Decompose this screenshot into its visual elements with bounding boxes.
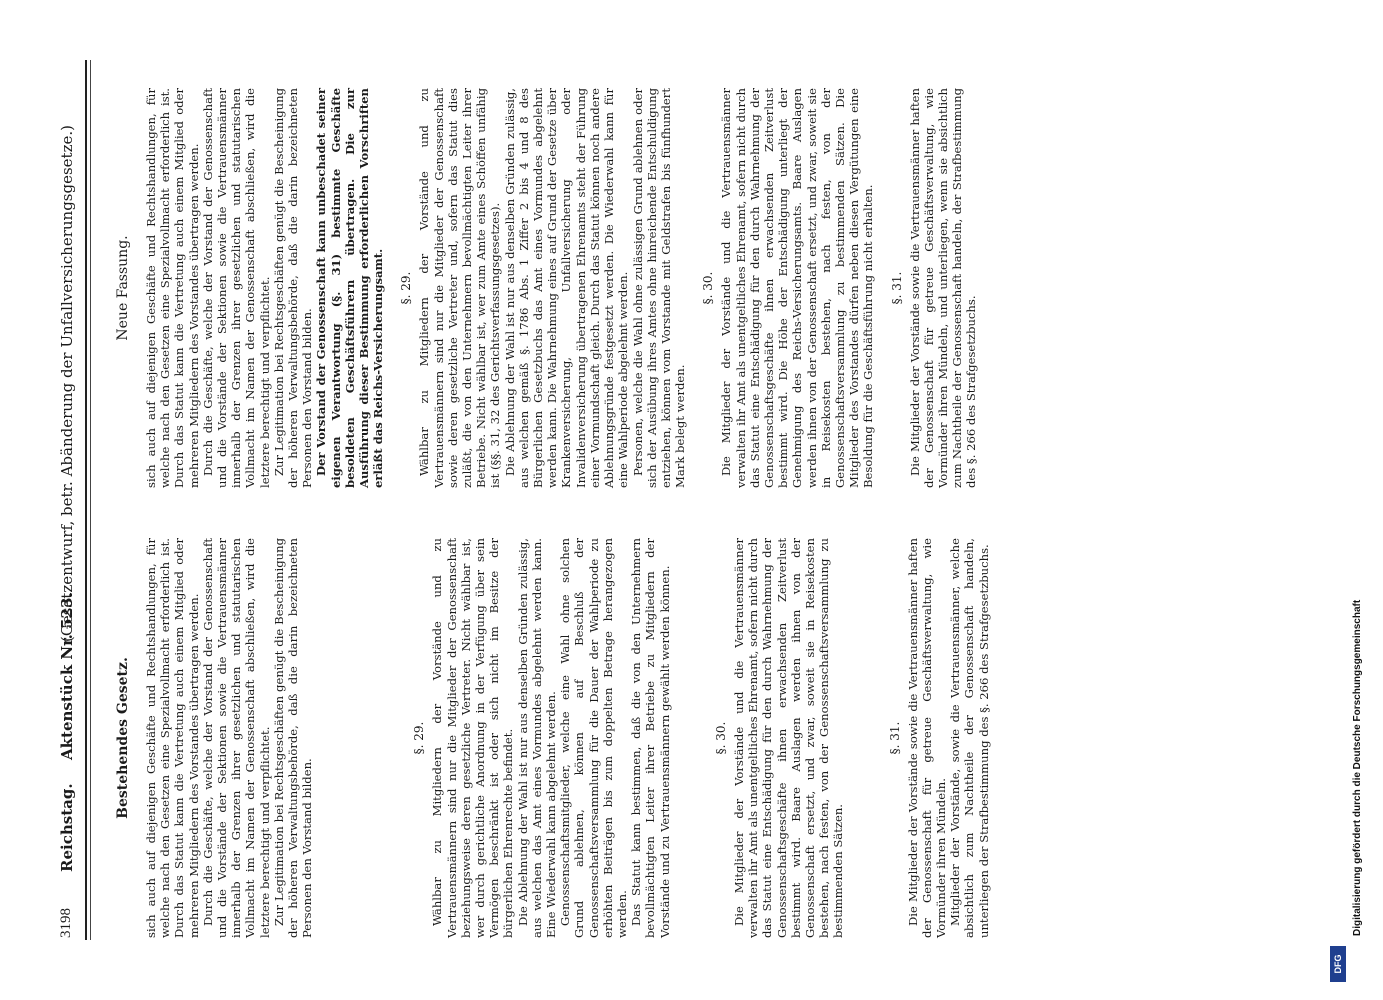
header-rule-thin — [90, 60, 91, 940]
column-heading: Neue Fassung. — [115, 235, 131, 341]
section-heading: §. 29. — [399, 271, 414, 305]
section-heading: §. 30. — [701, 271, 716, 305]
header-rule — [85, 60, 87, 940]
paragraph: Wählbar zu Mitgliedern der Vorstände und zu Vertrauensmännern sind nur die Mitglieder der Genossenschaft sowie deren gesetzliche Vertreter und, sofern das Statut dies zuläßt, die von den Unternehmern bevollmächtigten Leiter ihrer Betriebe. Nicht wählbar ist, wer zum Amte eines Schöffen unfähig ist (§§. 31, 32 des Gerichtsverfassungsgesetzes). — [417, 88, 503, 488]
paragraph: Genossenschaftsmitglieder, welche eine Wahl ohne solchen Grund ablehnen, können auf Beschluß der Genossenschaftsversammlung für die Dauer der Wahlperiode zu erhöhten Beiträgen bis zum doppelten Betrage herangezogen werden. — [558, 538, 630, 938]
paragraph: Die Mitglieder der Vorstände und die Vertrauensmänner verwalten ihr Amt als unentgeltliches Ehrenamt, sofern nicht durch das Statut eine Entschädigung für den durch Wahrnehmung der Genossenschaftsgeschäfte ihnen erwachsenden Zeitverlust bestimmt wird. Baare Auslagen werden ihnen von der Genossenschaft ersetzt, und zwar, soweit sie in Reisekosten bestehen, nach festen, von der Genossenschaftsversammlung zu bestimmenden Sätzen. — [731, 538, 846, 938]
dfg-logo: DFG — [1330, 946, 1346, 982]
digitization-credit: Digitalisierung gefördert durch die Deutsche Forschungsgemeinschaft — [1352, 599, 1363, 936]
section-heading: §. 30. — [713, 721, 728, 755]
paragraph: Durch die Geschäfte, welche der Vorstand der Genossenschaft und die Vorstände der Sektionen sowie die Vertrauensmänner innerhalb der Grenzen ihrer gesetzlichen und statutarischen Vollmacht im Namen der Genossenschaft abschließen, wird die letztere berechtigt und verpflichtet. — [200, 88, 272, 488]
column-new-version — [106, 88, 979, 488]
paragraph: Die Mitglieder der Vorstände sowie die Vertrauensmänner haften der Genossenschaft für getreue Geschäftsverwaltung, wie Vormünder ihren Mündeln, und unterliegen, wenn sie absichtlich zum Nachtheile der Genossenschaft handeln, der Strafbestimmung des §. 266 des Strafgesetzbuchs. — [907, 88, 979, 488]
paragraph: Durch die Geschäfte, welche der Vorstand der Genossenschaft und die Vorstände der Sektionen sowie die Vertrauensmänner innerhalb der Grenzen ihrer gesetzlichen und statutarischen Vollmacht im Namen der Genossenschaft abschließen, wird die letztere berechtigt und verpflichtet. — [200, 538, 272, 938]
paragraph: Die Mitglieder der Vorstände und die Vertrauensmänner verwalten ihr Amt als unentgeltliches Ehrenamt, sofern nicht durch das Statut eine Entschädigung für den durch Wahrnehmung der Genossenschaftsgeschäfte ihnen erwachsenden Zeitverlust bestimmt wird. Die Höhe der Entschädigung unterliegt der Genehmigung des Reichs-Versicherungsamts. Baare Auslagen werden ihnen von der Genossenschaft ersetzt, und zwar, soweit sie in Reisekosten bestehen, nach festen, von der Genossenschaftsversammlung zu bestimmenden Sätzen. Die Mitglieder des Vorstandes dürfen neben diesen Vergütungen eine Besoldung für die Geschäftsführung nicht erhalten. — [719, 88, 876, 488]
paragraph: Personen, welche die Wahl ohne zulässigen Grund ablehnen oder sich der Ausübung ihres Amtes ohne hinreichende Entschuldigung entziehen, können vom Vorstande mit Geldstrafen bis fünfhundert Mark belegt werden. — [630, 88, 688, 488]
column-existing-law — [106, 538, 991, 938]
column-heading: Bestehendes Gesetz. — [115, 657, 131, 819]
header-title: Reichstag. — [58, 783, 76, 872]
page-number: 3198 — [58, 908, 74, 938]
paragraph: Die Ablehnung der Wahl ist nur aus denselben Gründen zulässig, aus welchen gemäß §. 1786 Abs. 1 Ziffer 2 bis 4 und 8 des Bürgerlichen Gesetzbuchs das Amt eines Vormundes abgelehnt werden kann. Die Wahrnehmung eines auf Grund der Gesetze über Krankenversicherung, Unfallversicherung oder Invalidenversicherung übertragenen Ehrenamts steht der Führung einer Vormundschaft gleich. Durch das Statut können noch andere Ablehnungsgründe festgesetzt werden. Die Wiederwahl kann für eine Wahlperiode abgelehnt werden. — [502, 88, 631, 488]
page-header — [48, 58, 84, 938]
section-heading: §. 29. — [412, 721, 427, 755]
paragraph-new-text: Der Vorstand der Genossenschaft kann unbeschadet seiner eigenen Verantwortung (§. 31) bestimmte Geschäfte besoldeten Geschäftsführern übertragen. Die zur Ausführung dieser Bestimmung erforderlichen Vorschriften erläßt das Reichs-Versicherungsamt. — [314, 88, 386, 488]
section-heading: §. 31. — [889, 271, 904, 305]
paragraph: sich auch auf diejenigen Geschäfte und Rechtshandlungen, für welche nach den Gesetzen eine Spezialvollmacht erforderlich ist. Durch das Statut kann die Vertretung auch einem Mitglied oder mehreren Mitgliedern des Vorstandes übertragen werden. — [144, 538, 201, 938]
paragraph: Mitglieder der Vorstände, sowie die Vertrauensmänner, welche absichtlich zum Nachtheile der Genossenschaft handeln, unterliegen der Strafbestimmung des §. 266 des Strafgesetzbuchs. — [948, 538, 991, 938]
paragraph: Wählbar zu Mitgliedern der Vorstände und zu Vertrauensmännern sind nur die Mitglieder der Genossenschaft beziehungsweise deren gesetzliche Vertreter. Nicht wählbar ist, wer durch gerichtliche Anordnung in der Verfügung über sein Vermögen beschränkt ist oder sich nicht im Besitze der bürgerlichen Ehrenrechte befindet. — [430, 538, 516, 938]
section-heading: §. 31. — [887, 721, 902, 755]
header-document: Aktenstück Nr. 523. — [58, 592, 76, 760]
paragraph: Das Statut kann bestimmen, daß die von den Unternehmern bevollmächtigten Leiter ihrer Betriebe zu Mitgliedern der Vorstände und zu Vertrauensmännern gewählt werden können. — [629, 538, 672, 938]
paragraph: Die Mitglieder der Vorstände sowie die Vertrauensmänner haften der Genossenschaft für getreue Geschäftsverwaltung, wie Vormünder ihren Mündeln. — [905, 538, 948, 938]
paragraph: Zur Legitimation bei Rechtsgeschäften genügt die Bescheinigung der höheren Verwaltungsbehörde, daß die darin bezeichneten Personen den Vorstand bilden. — [271, 538, 315, 938]
paragraph: Die Ablehnung der Wahl ist nur aus denselben Gründen zulässig, aus welchen das Amt eines Vormundes abgelehnt werden kann. Eine Wiederwahl kann abgelehnt werden. — [515, 538, 559, 938]
paragraph: sich auch auf diejenigen Geschäfte und Rechtshandlungen, für welche nach den Gesetzen eine Spezialvollmacht erforderlich ist. Durch das Statut kann die Vertretung auch einem Mitglied oder mehreren Mitgliedern des Vorstandes übertragen werden. — [144, 88, 201, 488]
header-subject: (Gesetzentwurf, betr. Abänderung der Unfallversicherungsgesetze.) — [58, 125, 76, 642]
paragraph: Zur Legitimation bei Rechtsgeschäften genügt die Bescheinigung der höheren Verwaltungsbehörde, daß die darin bezeichneten Personen den Vorstand bilden. — [271, 88, 315, 488]
